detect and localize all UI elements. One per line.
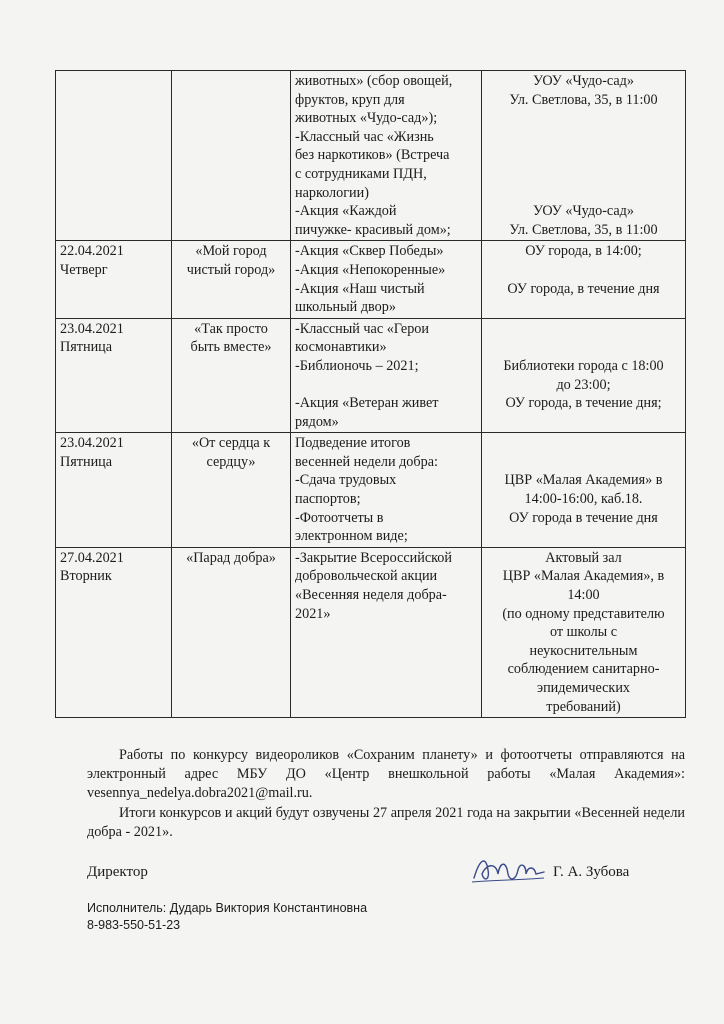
cell-activities — [291, 71, 482, 241]
cell-place-line: Библиотеки города с 18:00 — [503, 357, 664, 374]
cell-event-name-line: чистый город» — [186, 261, 276, 278]
paragraph-video-contest: Работы по конкурсу видеороликов «Сохраним планету» и фотоотчеты отправляются на электронный адрес МБУ ДО «Центр внешкольной работы «Малая Академия»: vesennya_nedelya.dobra2021@mail.ru. — [87, 747, 685, 801]
event-date: 23.04.2021 — [60, 320, 124, 337]
schedule-table-body — [56, 71, 686, 718]
event-date: 22.04.2021 — [60, 243, 124, 260]
cell-place — [482, 547, 686, 717]
cell-event-name — [172, 433, 291, 548]
director-name: Г. А. Зубова — [553, 864, 630, 880]
event-date: 27.04.2021 — [60, 549, 124, 566]
cell-date — [56, 241, 172, 318]
cell-place-line — [486, 165, 681, 184]
cell-place-line: ОУ города, в течение дня; — [505, 395, 662, 412]
cell-date — [56, 433, 172, 548]
cell-activities-line: -Классный час «Жизнь — [295, 128, 434, 145]
cell-activities-line: электронном виде; — [295, 528, 408, 545]
executor-block — [87, 900, 367, 934]
cell-event-name-line: «Парад добра» — [186, 549, 276, 566]
event-weekday: Пятница — [60, 453, 113, 470]
cell-place — [482, 433, 686, 548]
cell-activities-line: -Закрытие Всероссийской — [295, 549, 452, 566]
cell-activities-line: -Акция «Непокоренные» — [295, 261, 446, 278]
cell-activities-line: фруктов, круп для — [295, 91, 405, 108]
cell-place — [482, 318, 686, 433]
cell-place-line — [486, 146, 681, 165]
cell-place-line — [486, 128, 681, 147]
cell-activities — [291, 241, 482, 318]
cell-event-name-line: «Так просто — [194, 320, 268, 337]
cell-place-line — [486, 434, 681, 453]
cell-place-line — [486, 109, 681, 128]
paragraph-results: Итоги конкурсов и акций будут озвучены 27 апреля 2021 года на закрытии «Весенней недели добра - 2021». — [87, 805, 685, 840]
cell-place-line: 14:00 — [567, 587, 600, 604]
cell-activities-line: животных «Чудо-сад»); — [295, 110, 438, 127]
cell-place-line — [486, 413, 681, 432]
cell-activities-line: «Весенняя неделя добра- — [295, 587, 447, 604]
cell-date — [56, 71, 172, 241]
cell-activities-line: Подведение итогов — [295, 435, 411, 452]
cell-activities-line: -Сдача трудовых — [295, 472, 397, 489]
cell-place-line: от школы с — [549, 624, 618, 641]
cell-activities-line: -Акция «Наш чистый — [295, 280, 425, 297]
cell-activities-line — [295, 376, 477, 395]
cell-activities-line: -Классный час «Герои — [295, 320, 429, 337]
cell-activities-line: наркологии) — [295, 184, 369, 201]
cell-event-name — [172, 241, 291, 318]
schedule-table — [55, 70, 686, 718]
executor-phone: 8-983-550-51-23 — [87, 918, 181, 932]
cell-date — [56, 318, 172, 433]
cell-activities-line: животных» (сбор овощей, — [295, 73, 453, 89]
cell-place-line — [486, 338, 681, 357]
cell-place-line: (по одному представителю — [502, 605, 665, 622]
cell-event-name-line: сердцу» — [206, 453, 256, 470]
cell-activities-line: добровольческой акции — [295, 568, 438, 585]
table-row — [56, 318, 686, 433]
cell-place-line — [486, 320, 681, 339]
table-row — [56, 433, 686, 548]
event-weekday: Вторник — [60, 568, 112, 585]
signature-image — [470, 852, 546, 886]
cell-place-line: ОУ города, в течение дня — [507, 280, 660, 297]
cell-event-name-line: быть вместе» — [190, 339, 272, 356]
cell-place-line — [486, 527, 681, 546]
cell-activities-line: -Акция «Ветеран живет — [295, 395, 439, 412]
event-weekday — [60, 91, 167, 110]
cell-activities-line: без наркотиков» (Встреча — [295, 147, 450, 164]
cell-place-line — [486, 453, 681, 472]
event-weekday: Пятница — [60, 339, 113, 356]
cell-place-line: неукоснительным — [529, 642, 638, 659]
cell-event-name — [172, 547, 291, 717]
cell-event-name-line: «От сердца к — [191, 435, 271, 452]
cell-activities-line: с сотрудниками ПДН, — [295, 165, 427, 182]
cell-activities-line: 2021» — [295, 605, 331, 622]
event-weekday: Четверг — [60, 261, 108, 278]
cell-place-line: до 23:00; — [556, 376, 611, 393]
cell-place-line: ЦВР «Малая Академия», в — [502, 568, 665, 585]
cell-activities-line: -Фотоотчеты в — [295, 509, 384, 526]
event-date: 23.04.2021 — [60, 435, 124, 452]
cell-event-name-line: «Мой город — [195, 243, 267, 260]
cell-place-line — [486, 184, 681, 203]
cell-activities-line: школьный двор» — [295, 299, 396, 316]
cell-activities-line: -Акция «Сквер Победы» — [295, 243, 444, 260]
cell-place-line: Ул. Светлова, 35, в 11:00 — [509, 221, 658, 238]
cell-place-line: соблюдением санитарно- — [507, 661, 660, 678]
cell-activities-line: весенней недели добра: — [295, 453, 438, 470]
cell-place-line: ЦВР «Малая Академия» в — [504, 472, 663, 489]
event-date — [60, 72, 167, 91]
cell-place-line: ОУ города, в 14:00; — [525, 243, 642, 260]
cell-activities — [291, 433, 482, 548]
cell-place-line: эпидемических — [536, 680, 631, 696]
cell-event-name — [172, 71, 291, 241]
cell-activities-line: паспортов; — [295, 491, 361, 508]
cell-activities-line: -Библионочь – 2021; — [295, 357, 419, 374]
cell-place — [482, 71, 686, 241]
cell-activities-line: пичужке- красивый дом»; — [295, 221, 451, 238]
cell-activities-line: космонавтики» — [295, 339, 387, 356]
cell-place-line: Актовый зал — [545, 549, 622, 566]
cell-place-line: Ул. Светлова, 35, в 11:00 — [509, 91, 658, 108]
table-row — [56, 71, 686, 241]
cell-place-line: УОУ «Чудо-сад» — [532, 203, 634, 220]
table-row — [56, 547, 686, 717]
cell-activities-line: рядом» — [295, 413, 339, 430]
table-row — [56, 241, 686, 318]
cell-place-line: УОУ «Чудо-сад» — [532, 73, 634, 89]
executor-line: Исполнитель: Дударь Виктория Константиновна — [87, 901, 368, 915]
cell-place-line: 14:00-16:00, каб.18. — [524, 491, 643, 508]
cell-activities-line: -Акция «Каждой — [295, 203, 397, 220]
director-title: Директор — [87, 864, 148, 880]
cell-activities — [291, 547, 482, 717]
cell-activities — [291, 318, 482, 433]
cell-place-line — [486, 261, 681, 280]
cell-event-name — [172, 318, 291, 433]
cell-place-line — [486, 298, 681, 317]
cell-place-line: требований) — [546, 698, 621, 715]
cell-place-line: ОУ города в течение дня — [509, 509, 658, 526]
cell-date — [56, 547, 172, 717]
cell-place — [482, 241, 686, 318]
